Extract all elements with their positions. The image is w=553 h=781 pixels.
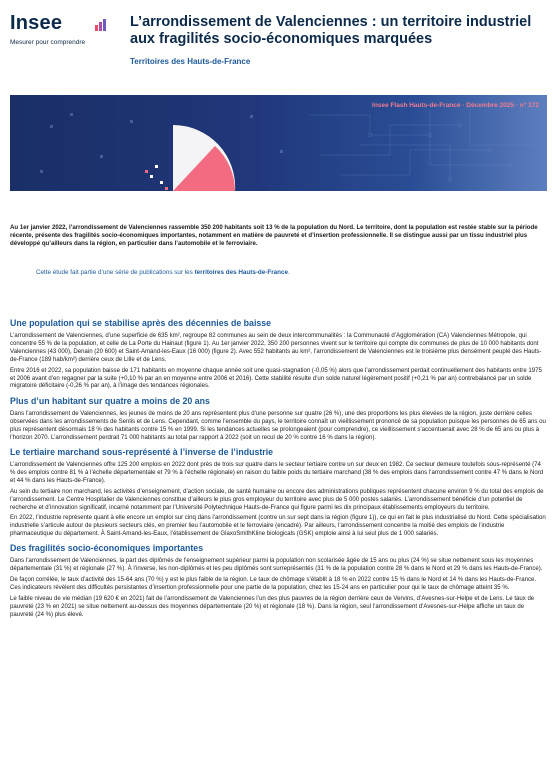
page-title: L’arrondissement de Valenciennes : un territoire industriel aux fragilités socio-économiques marquées [130, 14, 532, 47]
series-link[interactable]: territoires des Hauts-de-France [194, 269, 289, 276]
logo-tagline: Mesurer pour comprendre [10, 39, 86, 46]
series-note-end: . [288, 269, 290, 276]
page-subtitle: Territoires des Hauts-de-France [130, 57, 251, 66]
publication-tag: Insee Flash Hauts-de-France · Décembre 2025 · n° 172 [372, 102, 539, 109]
series-note [36, 269, 536, 276]
paragraph: L’arrondissement de Valenciennes, d’une superficie de 635 km², regroupe 82 communes au sein de deux intercommunalités : la Communauté d’Agglomération (CA) Valenciennes Métropole, qui concentre 55 % de la population, et celle de La Porte du Hainaut (figure 1). Au 1er janvier 2022, 350 200 personnes vivent sur le territoire qui compte dix communes de plus de 10 000 habitants dont Valenciennes (43 000), Denain (20 600) et Saint-Amand-les-Eaux (16 000) (figure 2). Avec 552 habitants au km², l’arrondissement de Valenciennes est le troisième plus densément peuplé des Hauts-de-France (189 hab/km²) derrière ceux de Lille et de Lens. [10, 333, 542, 363]
publication-header [10, 12, 550, 72]
section-heading: Plus d’un habitant sur quatre a moins de 20 ans [10, 396, 210, 407]
section-heading: Des fragilités socio-économiques importantes [10, 543, 204, 554]
paragraph: En 2022, l’industrie représente quant à elle encore un emploi sur cinq dans l’arrondissement (contre un sur sept dans la région (figure 1)), ce qui en fait le plus industrialisé du Nord. Cette spécialisation industrielle s’articule autour de plusieurs secteurs clés, en premier lieu l’automobile et le ferroviaire (encadré). Par ailleurs, l’arrondissement concentre la moitié des emplois de l’industrie pharmaceutique du département. À Saint-Amand-les-Eaux, l’établissement de GlaxoSmithKline biologicals (GSK) emploie ainsi à lui seul plus de 1 000 salariés. [10, 515, 546, 538]
section-heading: Une population qui se stabilise après des décennies de baisse [10, 318, 272, 328]
lead-paragraph: Au 1er janvier 2022, l’arrondissement de Valenciennes rassemble 350 200 habitants soit 13 % de la population du Nord. Le territoire, dont la population est restée stable sur la période récente, présente des fragilités socio-économiques importantes, notamment en matière de pauvreté et d’insertion professionnelle. Il se distingue aussi par un tissu industriel plus développé qu’ailleurs dans la région, en particulier dans l’automobile et le ferroviaire. [10, 224, 538, 247]
section-fragilities [10, 543, 547, 619]
article-body [10, 318, 547, 623]
section-heading: Le tertiaire marchand sous-représenté à l’inverse de l’industrie [10, 446, 274, 457]
paragraph: Dans l’arrondissement de Valenciennes, la part des diplômés de l’enseignement supérieur parmi la population non scolarisée âgée de 15 ans ou plus (24 %) se situe nettement sous les moyennes départementale (31 %) et régionale (27 %). À l’inverse, les non-diplômés et les peu diplômés sont surreprésentés (31 % de la population contre 28 % dans le Nord et 29 % dans les Hauts-de-France). [10, 558, 543, 573]
logo-bars-icon [95, 17, 109, 31]
section-youth [10, 396, 547, 443]
paragraph: Le faible niveau de vie médian (19 620 € en 2021) fait de l’arrondissement de Valenciennes l’un des plus pauvres de la région derrière ceux de Vervins, d’Avesnes-sur-Helpe et de Lens. Le taux de pauvreté (23 % en 2021) se situe nettement au-dessus des moyennes départementale (20 %) et régionale (18 %). Dans la région, seul l’arrondissement d’Avesnes-sur-Helpe affiche un taux de pauvreté (24 %) plus élevé. [10, 595, 535, 618]
series-note-text: Cette étude fait partie d’une série de publications sur les [36, 269, 195, 276]
insee-logo[interactable]: Insee [10, 12, 63, 34]
paragraph: Dans l’arrondissement de Valenciennes, les jeunes de moins de 20 ans représentent plus d’une personne sur quatre (26 %), une des proportions les plus élevées de la région, juste derrière celles observées dans les arrondissements de Senlis et de Lens. Cependant, comme l’ensemble du pays, le territoire connaît un vieillissement prononcé de sa population puisque les personnes de 65 ans ou plus représentent désormais 18 % des habitants contre 15 % en 1999. Si les tendances actuelles se prolongeaient (pour comprendre), ce vieillissement s’accentuerait avec 28 % de 65 ans ou plus à l’horizon 2070. L’arrondissement perdrait 71 000 habitants au total par rapport à 2022 (soit un recul de 20 % contre 16 % dans la région). [10, 411, 546, 442]
paragraph: Entre 2016 et 2022, sa population baisse de 171 habitants en moyenne chaque année soit une quasi-stagnation (-0,05 %) alors que l’arrondissement perdait continuellement des habitants entre 1975 et 2006 avant d’en regagner par la suite (+0,10 % par an en moyenne entre 2006 et 2016). Cette stabilité résulte d’un solde naturel légèrement positif (+0,21 % par an) contrebalancé par un solde migratoire déficitaire (-0,26 % par an), à l’image des tendances régionales. [10, 367, 542, 390]
banner-illustration [10, 95, 547, 191]
section-employment [10, 447, 547, 539]
paragraph: De façon corrélée, le taux d’activité des 15-64 ans (70 %) y est le plus faible de la région. Le taux de chômage s’établit à 18 % en 2022 contre 15 % dans le Nord et 14 % dans les Hauts-de-France. Ces indicateurs révèlent des difficultés persistantes d’insertion professionnelle pour une partie de la population, chez les 15-24 ans en particulier pour qui le taux de chômage atteint 35 %. [10, 576, 537, 591]
cover-banner [10, 95, 547, 191]
paragraph: Au sein du tertiaire non marchand, les activités d’enseignement, d’action sociale, de santé humaine ou encore des administrations publiques représentent chacune environ 9 % du total des emplois de l’arrondissement. Le Centre Hospitalier de Valenciennes constitue d’ailleurs le plus gros employeur du territoire avec plus de 5 000 postes salariés. L’arrondissement bénéficie d’un potentiel de recherche et d’innovation significatif, incarné notamment par l’Université Polytechnique Hauts-de-France qui figure parmi les dix principaux établissements employeurs du territoire. [10, 488, 544, 511]
paragraph: L’arrondissement de Valenciennes offre 125 200 emplois en 2022 dont près de trois sur quatre dans le secteur tertiaire contre un sur deux en 1982. Ce secteur demeure toutefois sous-représenté (74 % des emplois contre 81 % à l’échelle départementale et 79 % à l’échelle régionale) en raison du faible poids du tertiaire marchand (38 % des emplois dans l’arrondissement contre 47 % dans le Nord et 44 % dans les Hauts-de-France). [10, 461, 544, 484]
section-population [10, 318, 547, 391]
